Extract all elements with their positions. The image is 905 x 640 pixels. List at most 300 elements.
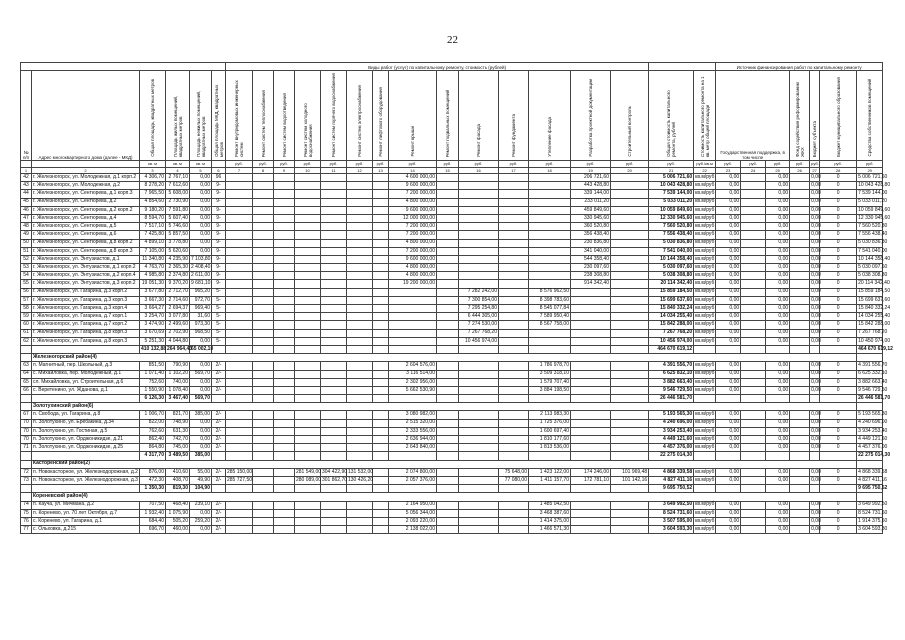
row-f2: 0,00 bbox=[811, 501, 821, 508]
works-cost-banner: Виды работ (услуг) по капитальному ремонту, стоимость (рублей) bbox=[226, 63, 649, 71]
header-c3: Ремонт систем водоотведения bbox=[274, 71, 295, 161]
row-floors: 2/- bbox=[212, 419, 226, 427]
row-c6 bbox=[347, 329, 373, 337]
row-c9 bbox=[437, 395, 459, 403]
row-c7 bbox=[373, 321, 389, 329]
row-c1 bbox=[226, 296, 253, 304]
row-facade: 7 274 530,00 bbox=[459, 321, 499, 329]
row-total-area: 6 126,30 bbox=[140, 395, 166, 403]
row-c9 bbox=[437, 182, 459, 190]
row-c2 bbox=[253, 329, 274, 337]
row-c9 bbox=[437, 337, 459, 345]
row-owners-funds: 10 450 974,00 bbox=[858, 337, 891, 344]
row-c2 bbox=[253, 395, 274, 403]
row-c1 bbox=[226, 452, 253, 460]
row-c3 bbox=[274, 337, 295, 345]
row-per-m2: кв.м/руб bbox=[695, 386, 715, 393]
row-total-area: 822,00 bbox=[140, 419, 166, 427]
row-design bbox=[571, 386, 611, 394]
row-per-m2: кв.м/руб bbox=[695, 525, 715, 532]
row-f1 bbox=[790, 370, 810, 378]
row-address: г. Железногорск, ул. Гагарина, д.3 корп.4 bbox=[32, 305, 140, 313]
row-f1 bbox=[790, 427, 810, 435]
row-f-c: 0,00 bbox=[766, 305, 790, 313]
column-number: 24 bbox=[741, 167, 766, 174]
row-nonliving-area: 0,00 bbox=[190, 239, 212, 247]
row-design: 356 438,40 bbox=[571, 231, 611, 239]
row-per-m2: кв.м/руб bbox=[695, 419, 715, 426]
row-design bbox=[571, 444, 611, 452]
row-c6 bbox=[347, 517, 373, 525]
row-total-area: 4 763,70 bbox=[140, 264, 166, 272]
row-total-cost: 7 541 040,00 bbox=[649, 247, 694, 255]
row-f1 bbox=[790, 386, 810, 394]
row-total-cost: 10 059 849,60 bbox=[649, 206, 694, 214]
row-insulation bbox=[529, 190, 571, 198]
row-c7 bbox=[373, 296, 389, 304]
row-living-area: 2 499,60 bbox=[166, 321, 190, 329]
row-design bbox=[571, 509, 611, 517]
row-c3 bbox=[274, 395, 295, 403]
row-c6 bbox=[347, 264, 373, 272]
row-c1 bbox=[226, 427, 253, 435]
row-floors bbox=[212, 485, 226, 493]
row-f3: 0 bbox=[820, 526, 857, 534]
row-floors: 2/- bbox=[212, 436, 226, 444]
row-number: 65 bbox=[21, 378, 32, 386]
table-row bbox=[21, 255, 883, 263]
row-owners-funds: 5 193 565,30 bbox=[858, 411, 888, 418]
row-c4 bbox=[295, 509, 321, 517]
row-f2: 0,00 bbox=[811, 255, 821, 262]
row-f2: 0,00 bbox=[811, 378, 821, 385]
row-c2 bbox=[253, 526, 274, 534]
row-facade bbox=[459, 231, 499, 239]
row-address: г. Железногорск, ул. Энтузиастов, д.2 корп.4 bbox=[32, 272, 140, 280]
row-address bbox=[32, 345, 140, 353]
row-design bbox=[571, 337, 611, 345]
row-insulation bbox=[529, 239, 571, 247]
table-row bbox=[21, 509, 883, 517]
row-f-a: 0,00 bbox=[716, 190, 741, 198]
row-c5 bbox=[321, 174, 347, 182]
row-f2: 0,00 bbox=[811, 525, 821, 532]
row-c11 bbox=[499, 509, 529, 517]
row-total-cost: 10 043 428,80 bbox=[649, 182, 694, 190]
row-c6 bbox=[347, 321, 373, 329]
row-owners-funds: 14 034 255,40 bbox=[858, 313, 891, 320]
row-total-area: 8 594,70 bbox=[140, 214, 166, 222]
row-design bbox=[571, 517, 611, 525]
row-c4 bbox=[295, 452, 321, 460]
column-number: 16 bbox=[459, 167, 499, 174]
row-f-a: 0,00 bbox=[716, 296, 741, 304]
row-address: г. Железногорск, ул. Молодежная, д.2 bbox=[32, 182, 140, 190]
row-construction-control bbox=[611, 223, 649, 231]
row-floors: 2/- bbox=[212, 386, 226, 394]
row-c1 bbox=[226, 378, 253, 386]
row-per-m2: кв.м/руб bbox=[695, 444, 715, 451]
row-f1 bbox=[790, 214, 810, 222]
row-design: 459 849,60 bbox=[571, 206, 611, 214]
row-total-area: 410 132,88 bbox=[141, 345, 167, 352]
row-address: г. Железногорск, ул. Сентюрева, д.8 корп.3 bbox=[32, 247, 140, 255]
table-row bbox=[21, 313, 883, 321]
row-c3 bbox=[274, 485, 295, 493]
row-c4 bbox=[295, 305, 321, 313]
table-row bbox=[21, 378, 883, 386]
row-total-area: 3 254,70 bbox=[140, 313, 166, 321]
row-c7 bbox=[373, 174, 389, 182]
funding-banner: Источник финансирования работ по капитальному ремонту bbox=[716, 63, 883, 71]
row-f-b bbox=[741, 444, 766, 452]
row-number: 53 bbox=[21, 264, 32, 272]
row-living-area: 4 235,90 bbox=[166, 255, 190, 263]
row-c7 bbox=[373, 214, 389, 222]
table-row bbox=[21, 501, 883, 509]
row-c2 bbox=[253, 174, 274, 182]
row-insulation bbox=[529, 395, 571, 403]
row-f-b bbox=[741, 231, 766, 239]
row-f-b bbox=[741, 411, 766, 419]
header-c4: Ремонт систем холодного водоснабжения bbox=[295, 71, 321, 161]
row-construction-control bbox=[611, 321, 649, 329]
row-facade bbox=[459, 174, 499, 182]
table-cell bbox=[857, 493, 883, 501]
row-f-b bbox=[741, 337, 766, 345]
row-facade bbox=[459, 190, 499, 198]
row-owners-funds: 4 827 411,16 bbox=[858, 476, 887, 483]
row-c3 bbox=[274, 174, 295, 182]
row-nonliving-area: 965,20 bbox=[190, 288, 212, 296]
header-c2: Ремонт систем теплоснабжения bbox=[253, 71, 274, 161]
row-c2 bbox=[253, 386, 274, 394]
row-c1 bbox=[226, 288, 253, 296]
row-f-a: 0,00 bbox=[716, 321, 741, 329]
row-c3 bbox=[274, 264, 295, 272]
row-total-area: 3 474,90 bbox=[140, 321, 166, 329]
row-number bbox=[21, 395, 32, 403]
row-living-area: 2 714,60 bbox=[166, 296, 190, 304]
row-c7 bbox=[373, 386, 389, 394]
row-roof: 12 000 000,00 bbox=[389, 214, 437, 222]
row-roof bbox=[389, 313, 437, 321]
row-c1 bbox=[226, 345, 253, 353]
row-f-b bbox=[741, 174, 766, 182]
table-row bbox=[21, 411, 883, 419]
column-number: 23 bbox=[716, 167, 741, 174]
table-cell bbox=[21, 354, 32, 362]
row-c11 bbox=[499, 485, 529, 493]
row-facade bbox=[459, 501, 499, 509]
row-f3: 0 bbox=[820, 231, 857, 239]
row-c5 bbox=[321, 182, 347, 190]
row-c4 bbox=[295, 174, 321, 182]
row-c9 bbox=[437, 386, 459, 394]
row-c1 bbox=[226, 198, 253, 206]
row-per-m2: кв.м/руб bbox=[695, 190, 715, 197]
row-c5 bbox=[321, 509, 347, 517]
row-design: 238 308,80 bbox=[571, 272, 611, 280]
row-c2 bbox=[253, 362, 274, 370]
row-design bbox=[571, 345, 611, 353]
row-facade: 7 282 242,00 bbox=[459, 288, 499, 296]
row-floors: 9- bbox=[212, 247, 226, 255]
row-f-a: 0,00 bbox=[716, 468, 741, 476]
row-living-area: 9 370,20 bbox=[166, 280, 190, 288]
row-total-cost: 3 882 663,40 bbox=[649, 378, 694, 386]
row-design bbox=[571, 296, 611, 304]
row-construction-control bbox=[611, 345, 649, 353]
row-f-c: 0,00 bbox=[766, 296, 790, 304]
row-owners-funds: 4 457 376,00 bbox=[858, 444, 888, 451]
row-total-cost: 5 038 308,80 bbox=[649, 272, 694, 280]
row-c6 bbox=[347, 501, 373, 509]
row-f2: 0,00 bbox=[811, 444, 821, 451]
row-c5 bbox=[321, 378, 347, 386]
row-insulation bbox=[529, 337, 571, 345]
row-f2: 0,00 bbox=[811, 206, 821, 213]
table-cell bbox=[716, 485, 741, 493]
row-f3: 0 bbox=[820, 206, 857, 214]
column-number: 3 bbox=[140, 167, 166, 174]
row-c2 bbox=[253, 509, 274, 517]
row-owners-funds: 12 330 945,60 bbox=[858, 214, 891, 221]
row-nonliving-area: 49,90 bbox=[190, 476, 212, 484]
row-roof: 4 800 000,00 bbox=[389, 198, 437, 206]
table-cell bbox=[857, 354, 883, 362]
row-c9 bbox=[437, 214, 459, 222]
row-c1 bbox=[226, 517, 253, 525]
row-c5: 304 422,90 bbox=[322, 468, 348, 475]
row-nonliving-area: 0,00 bbox=[190, 174, 212, 182]
row-c11 bbox=[499, 280, 529, 288]
row-number: 60 bbox=[21, 321, 32, 329]
row-f-c: 0,00 bbox=[766, 313, 790, 321]
row-total-cost: 9 695 750,52 bbox=[649, 485, 694, 493]
row-facade bbox=[459, 272, 499, 280]
row-per-m2: кв.м/руб bbox=[695, 239, 715, 246]
row-nonliving-area: 0,00 bbox=[190, 214, 212, 222]
row-roof: 2 057 376,00 bbox=[389, 476, 437, 484]
row-insulation: 8 576 962,50 bbox=[529, 288, 571, 296]
row-roof: 4 800 000,00 bbox=[389, 239, 437, 247]
row-c5 bbox=[321, 264, 347, 272]
row-living-area: 408,70 bbox=[166, 476, 190, 484]
row-c4 bbox=[295, 264, 321, 272]
column-number: 25 bbox=[766, 167, 790, 174]
row-f-c: 0,00 bbox=[766, 427, 790, 435]
row-construction-control bbox=[611, 206, 649, 214]
row-total-cost: 5 030 836,80 bbox=[649, 239, 694, 247]
row-c4 bbox=[295, 214, 321, 222]
row-construction-control bbox=[611, 190, 649, 198]
row-c9 bbox=[437, 239, 459, 247]
row-per-m2: кв.м/руб bbox=[695, 427, 715, 434]
row-f-b bbox=[741, 214, 766, 222]
row-nonliving-area: 973,30 bbox=[190, 321, 212, 329]
column-number: 18 bbox=[529, 167, 571, 174]
row-c4 bbox=[295, 206, 321, 214]
row-total-area: 4 306,70 bbox=[140, 174, 166, 182]
row-construction-control: 101 142,16 bbox=[611, 476, 649, 484]
row-c1 bbox=[226, 321, 253, 329]
row-per-m2: кв.м/руб bbox=[695, 370, 715, 377]
row-address: г. Железногорск, ул. Сентюрева, д.8 корп.2 bbox=[32, 239, 140, 247]
row-c2 bbox=[253, 419, 274, 427]
row-f-b bbox=[741, 198, 766, 206]
row-design bbox=[571, 526, 611, 534]
row-f-a: 0,00 bbox=[716, 386, 741, 394]
row-address: п. Золотухино, ул. Орджоникидзе, д.21 bbox=[32, 436, 140, 444]
row-c5 bbox=[321, 501, 347, 509]
row-living-area: 2 767,10 bbox=[166, 174, 190, 182]
row-facade bbox=[459, 411, 499, 419]
row-c4 bbox=[295, 419, 321, 427]
row-design bbox=[571, 305, 611, 313]
row-c4 bbox=[295, 337, 321, 345]
column-number: 29 bbox=[857, 167, 883, 174]
table-row bbox=[21, 370, 883, 378]
row-roof: 2 643 840,00 bbox=[389, 444, 437, 452]
table-cell bbox=[810, 485, 820, 493]
row-insulation bbox=[529, 255, 571, 263]
row-c3 bbox=[274, 386, 295, 394]
district-label: Касторенский район(2) bbox=[32, 460, 857, 468]
row-c4 bbox=[295, 321, 321, 329]
row-construction-control bbox=[611, 378, 649, 386]
row-floors: 2/- bbox=[212, 501, 226, 509]
row-floors: 5- bbox=[212, 337, 226, 345]
row-living-area: 742,70 bbox=[166, 436, 190, 444]
table-row bbox=[21, 223, 883, 231]
row-f-b bbox=[741, 386, 766, 394]
row-construction-control bbox=[611, 272, 649, 280]
row-c5 bbox=[321, 485, 347, 493]
row-construction-control bbox=[611, 305, 649, 313]
row-f2: 0,00 bbox=[811, 272, 821, 279]
row-living-area: 5 857,50 bbox=[166, 231, 190, 239]
row-facade bbox=[459, 436, 499, 444]
row-facade bbox=[459, 264, 499, 272]
row-living-area: 410,60 bbox=[166, 468, 190, 476]
row-c11 bbox=[499, 419, 529, 427]
row-f3: 0 bbox=[820, 198, 857, 206]
row-total-cost: 4 449 121,60 bbox=[649, 436, 694, 444]
row-insulation: 3 884 198,50 bbox=[529, 386, 571, 394]
row-f-b bbox=[741, 476, 766, 484]
row-c1 bbox=[226, 255, 253, 263]
row-per-m2: кв.м/руб bbox=[695, 206, 715, 213]
row-f1 bbox=[790, 321, 810, 329]
row-address: п. Свобода, ул. Гагарина, д.8 bbox=[32, 411, 140, 419]
table-row bbox=[21, 231, 883, 239]
row-construction-control bbox=[611, 444, 649, 452]
row-f-b bbox=[741, 206, 766, 214]
row-c1 bbox=[226, 526, 253, 534]
row-f2: 0,00 bbox=[811, 198, 821, 205]
row-owners-funds: 9 695 750,52 bbox=[858, 484, 888, 491]
row-c1 bbox=[226, 509, 253, 517]
row-c9 bbox=[437, 378, 459, 386]
row-roof: 2 636 944,00 bbox=[389, 436, 437, 444]
row-c2 bbox=[253, 485, 274, 493]
row-c9 bbox=[437, 313, 459, 321]
row-c7 bbox=[373, 444, 389, 452]
row-c7 bbox=[373, 395, 389, 403]
row-c3 bbox=[274, 247, 295, 255]
row-f-b bbox=[741, 247, 766, 255]
row-design: 341 040,00 bbox=[571, 247, 611, 255]
row-f-a: 0,00 bbox=[716, 329, 741, 337]
row-living-area: 748,90 bbox=[166, 419, 190, 427]
row-c9 bbox=[437, 174, 459, 182]
row-construction-control bbox=[611, 174, 649, 182]
row-nonliving-area: 0,00 bbox=[190, 190, 212, 198]
row-c3 bbox=[274, 476, 295, 484]
table-row bbox=[21, 386, 883, 394]
row-f-a: 0,00 bbox=[716, 305, 741, 313]
row-f3: 0 bbox=[820, 313, 857, 321]
row-c6 bbox=[347, 313, 373, 321]
row-f2: 0,00 bbox=[811, 362, 821, 369]
row-per-m2: кв.м/руб bbox=[695, 313, 715, 320]
row-c4 bbox=[295, 526, 321, 534]
row-c2 bbox=[253, 337, 274, 345]
row-c9 bbox=[437, 264, 459, 272]
row-c5 bbox=[321, 362, 347, 370]
row-living-area: 5 608,00 bbox=[166, 190, 190, 198]
row-f-b bbox=[741, 526, 766, 534]
row-c1 bbox=[226, 370, 253, 378]
row-c6 bbox=[347, 280, 373, 288]
row-c1 bbox=[226, 182, 253, 190]
row-owners-funds: 464 670 619,12 bbox=[858, 345, 893, 352]
row-c7 bbox=[373, 313, 389, 321]
row-f-a: 0,00 bbox=[716, 313, 741, 321]
row-f3: 0 bbox=[820, 174, 857, 182]
row-c3 bbox=[274, 329, 295, 337]
row-construction-control bbox=[611, 239, 649, 247]
row-f-a: 0,00 bbox=[716, 288, 741, 296]
row-facade: 6 444 305,00 bbox=[459, 313, 499, 321]
row-facade bbox=[459, 370, 499, 378]
row-f2: 0,00 bbox=[811, 468, 821, 475]
row-floors: 5- bbox=[212, 296, 226, 304]
row-total-cost: 7 267 768,20 bbox=[649, 329, 694, 337]
row-f1 bbox=[790, 329, 810, 337]
row-total-cost: 4 868 339,58 bbox=[649, 468, 694, 476]
row-c1 bbox=[226, 485, 253, 493]
row-c4 bbox=[295, 444, 321, 452]
row-total-cost: 15 859 184,50 bbox=[649, 288, 694, 296]
row-c2 bbox=[253, 411, 274, 419]
row-total-cost: 464 670 619,12 bbox=[649, 345, 694, 353]
row-f-a: 0,00 bbox=[716, 427, 741, 435]
table-cell bbox=[21, 460, 32, 468]
row-number: 61 bbox=[21, 329, 32, 337]
row-floors bbox=[212, 395, 226, 403]
row-roof: 2 515 320,00 bbox=[389, 419, 437, 427]
header-c9: Ремонт подвальных помещений bbox=[437, 71, 459, 161]
row-total-cost: 15 842 288,00 bbox=[649, 321, 694, 329]
row-c7 bbox=[373, 436, 389, 444]
row-c1 bbox=[226, 280, 253, 288]
row-c6 bbox=[347, 427, 373, 435]
row-total-cost: 10 144 358,40 bbox=[649, 255, 694, 263]
row-c4 bbox=[295, 386, 321, 394]
row-f2: 0,00 bbox=[811, 173, 821, 180]
